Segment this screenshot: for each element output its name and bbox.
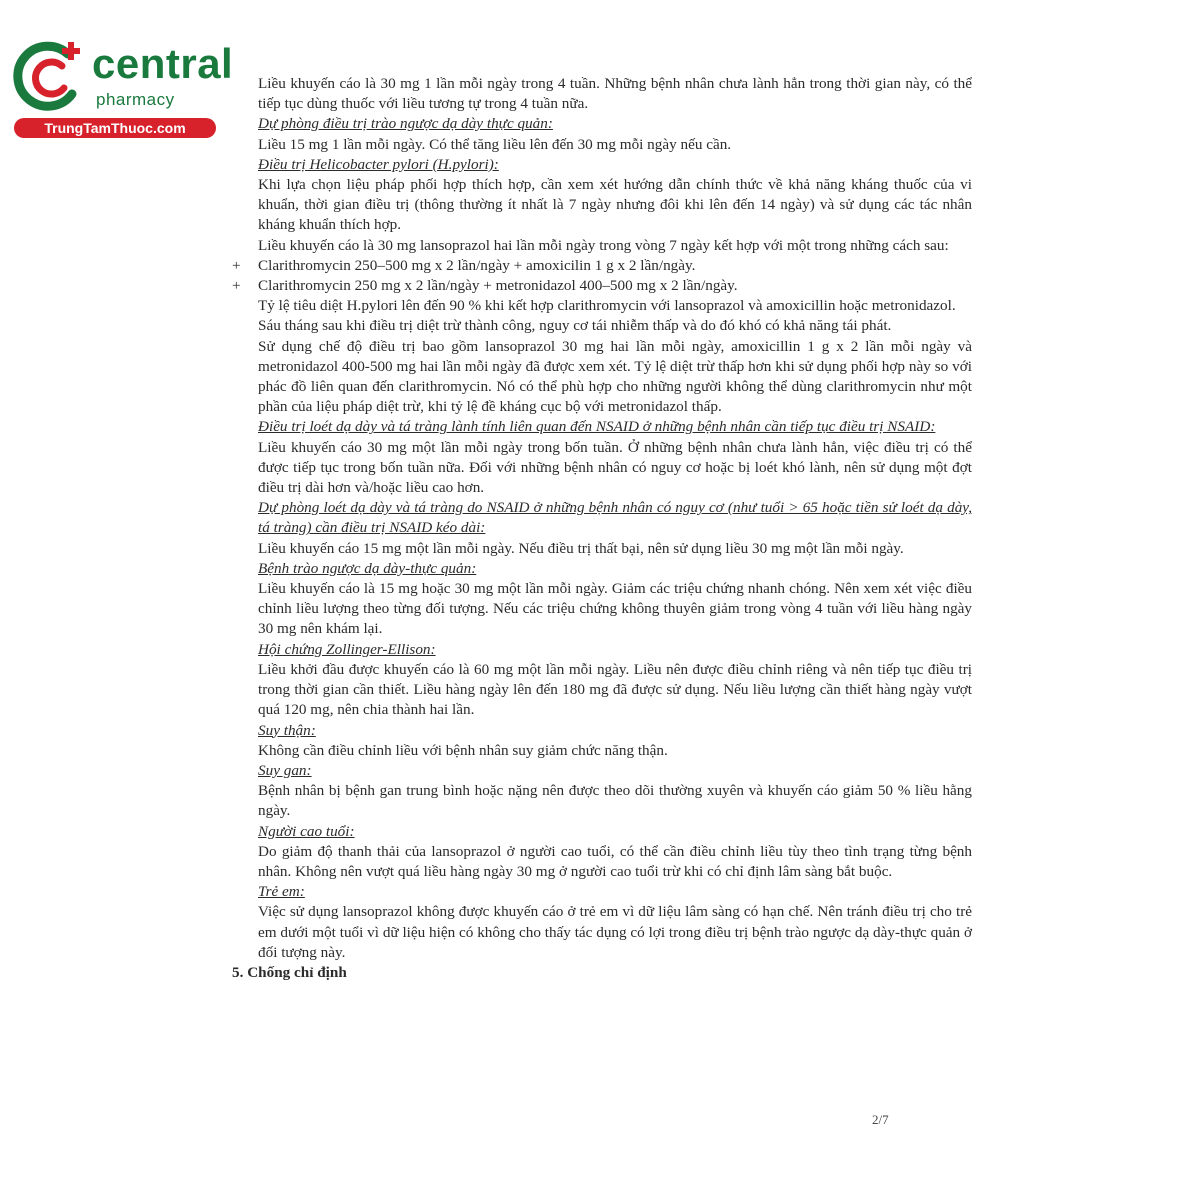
body-paragraph: Tỷ lệ tiêu diệt H.pylori lên đến 90 % khi kết hợp clarithromycin với lansoprazol và amoxicillin hoặc metronidazol. [258,297,956,315]
section-subheading: Hội chứng Zollinger-Ellison: [258,640,436,658]
section-subheading: Người cao tuổi: [258,822,355,840]
body-paragraph: Liều khuyến cáo 15 mg một lần mỗi ngày. Nếu điều trị thất bại, nên sử dụng liều 30 mg một lần mỗi ngày. [258,539,904,557]
logo-name: central [92,40,234,87]
section-subheading: Suy thận: [258,721,316,739]
section-heading: 5. Chống chỉ định [232,963,347,981]
section-subheading: Trẻ em: [258,883,305,901]
bullet-marker: + [232,256,241,274]
body-paragraph: Liều khuyến cáo là 30 mg lansoprazol hai lần mỗi ngày trong vòng 7 ngày kết hợp với một trong những cách sau: [258,236,949,254]
central-pharmacy-logo[interactable] [8,36,234,140]
logo-subtitle: pharmacy [96,90,175,109]
page-number: 2/7 [872,1112,889,1127]
section-subheading: Điều trị loét dạ dày và tá tràng lành tính liên quan đến NSAID ở những bệnh nhân cần tiếp tục điều trị NSAID: [258,418,936,436]
body-paragraph: Khi lựa chọn liệu pháp phối hợp thích hợp, cần xem xét hướng dẫn chính thức về khả năng kháng thuốc của vi khuẩn, thời gian điều trị (thông thường ít nhất là 7 ngày nhưng đôi khi lên đến 14 ngày) và sử dụng các tác nhân kháng khuẩn thích hợp. [258,176,972,234]
section-subheading: Dự phòng điều trị trào ngược dạ dày thực quản: [258,115,553,133]
bullet-text: Clarithromycin 250–500 mg x 2 lần/ngày + amoxicilin 1 g x 2 lần/ngày. [258,256,696,274]
body-paragraph: Sử dụng chế độ điều trị bao gồm lansoprazol 30 mg hai lần mỗi ngày, amoxicillin 1 g x 2 lần mỗi ngày và metronidazol 400-500 mg hai lần mỗi ngày đã được xem xét. Tỷ lệ diệt trừ thấp hơn khi sử dụng phối hợp này so với phác đồ liên quan đến clarithromycin. Nó có thể phù hợp cho những người không thể dùng clarithromycin như một phần của liệu pháp diệt trừ, khi tỷ lệ đề kháng cục bộ với metronidazol thấp. [258,337,972,416]
section-subheading: Suy gan: [258,761,312,779]
body-paragraph: Liều khuyến cáo 30 mg một lần mỗi ngày trong bốn tuần. Ở những bệnh nhân chưa lành hẳn, việc điều trị có thể được tiếp tục trong bốn tuần nữa. Đối với những bệnh nhân có nguy cơ hoặc bị loét khó lành, nên sử dụng một đợt điều trị dài hơn và/hoặc liều cao hơn. [258,438,972,497]
body-paragraph: Không cần điều chỉnh liều với bệnh nhân suy giảm chức năng thận. [258,741,668,759]
document-body [232,74,972,983]
section-subheading: Bệnh trào ngược dạ dày-thực quản: [258,559,477,577]
body-paragraph: Liều 15 mg 1 lần mỗi ngày. Có thể tăng liều lên đến 30 mg mỗi ngày nếu cần. [258,135,732,153]
bullet-marker: + [232,277,241,295]
bullet-item [232,276,972,296]
bullet-text: Clarithromycin 250 mg x 2 lần/ngày + metronidazol 400–500 mg x 2 lần/ngày. [258,277,738,295]
section-subheading: Dự phòng loét dạ dày và tá tràng do NSAID ở những bệnh nhân có nguy cơ (như tuổi > 65 hoặc tiền sử loét dạ dày, tá tràng) cần điều trị NSAID kéo dài: [258,499,972,537]
body-paragraph: Sáu tháng sau khi điều trị diệt trừ thành công, nguy cơ tái nhiễm thấp và do đó khó có khả năng tái phát. [258,317,892,335]
pharmacy-logo-icon [10,38,88,116]
section-subheading: Điều trị Helicobacter pylori (H.pylori): [258,155,499,173]
body-paragraph: Liều khuyến cáo là 15 mg hoặc 30 mg một lần mỗi ngày. Giảm các triệu chứng nhanh chóng. Nên xem xét việc điều chỉnh liều lượng theo từng đối tượng. Nếu các triệu chứng không thuyên giảm trong vòng 4 tuần với liều hàng ngày 30 mg nên khám lại. [258,580,972,638]
body-paragraph: Bệnh nhân bị bệnh gan trung bình hoặc nặng nên được theo dõi thường xuyên và khuyến cáo giảm 50 % liều hằng ngày. [258,782,972,820]
body-paragraph: Do giảm độ thanh thải của lansoprazol ở người cao tuổi, có thể cần điều chỉnh liều tùy theo tình trạng từng bệnh nhân. Không nên vượt quá liều hàng ngày 30 mg ở người cao tuổi trừ khi có chỉ định lâm sàng bắt buộc. [258,842,972,880]
body-paragraph: Việc sử dụng lansoprazol không được khuyến cáo ở trẻ em vì dữ liệu lâm sàng có hạn chế. Nên tránh điều trị cho trẻ em dưới một tuổi vì dữ liệu hiện có không cho thấy tác dụng có lợi trong điều trị bệnh trào ngược dạ dày-thực quản ở đối tượng này. [258,903,972,961]
body-paragraph: Liều khuyến cáo là 30 mg 1 lần mỗi ngày trong 4 tuần. Những bệnh nhân chưa lành hẳn trong thời gian này, có thể tiếp tục dùng thuốc với liều tương tự trong 4 tuần nữa. [258,75,972,113]
logo-website-link[interactable]: TrungTamThuoc.com [14,118,216,138]
body-paragraph: Liều khởi đầu được khuyến cáo là 60 mg một lần mỗi ngày. Liều nên được điều chỉnh riêng và nên tiếp tục điều trị trong thời gian cần thiết. Liều hàng ngày lên đến 180 mg đã được sử dụng. Nếu liều lượng cần thiết hàng ngày vượt quá 120 mg, nên chia thành hai lần. [258,660,972,719]
bullet-item [232,256,972,276]
